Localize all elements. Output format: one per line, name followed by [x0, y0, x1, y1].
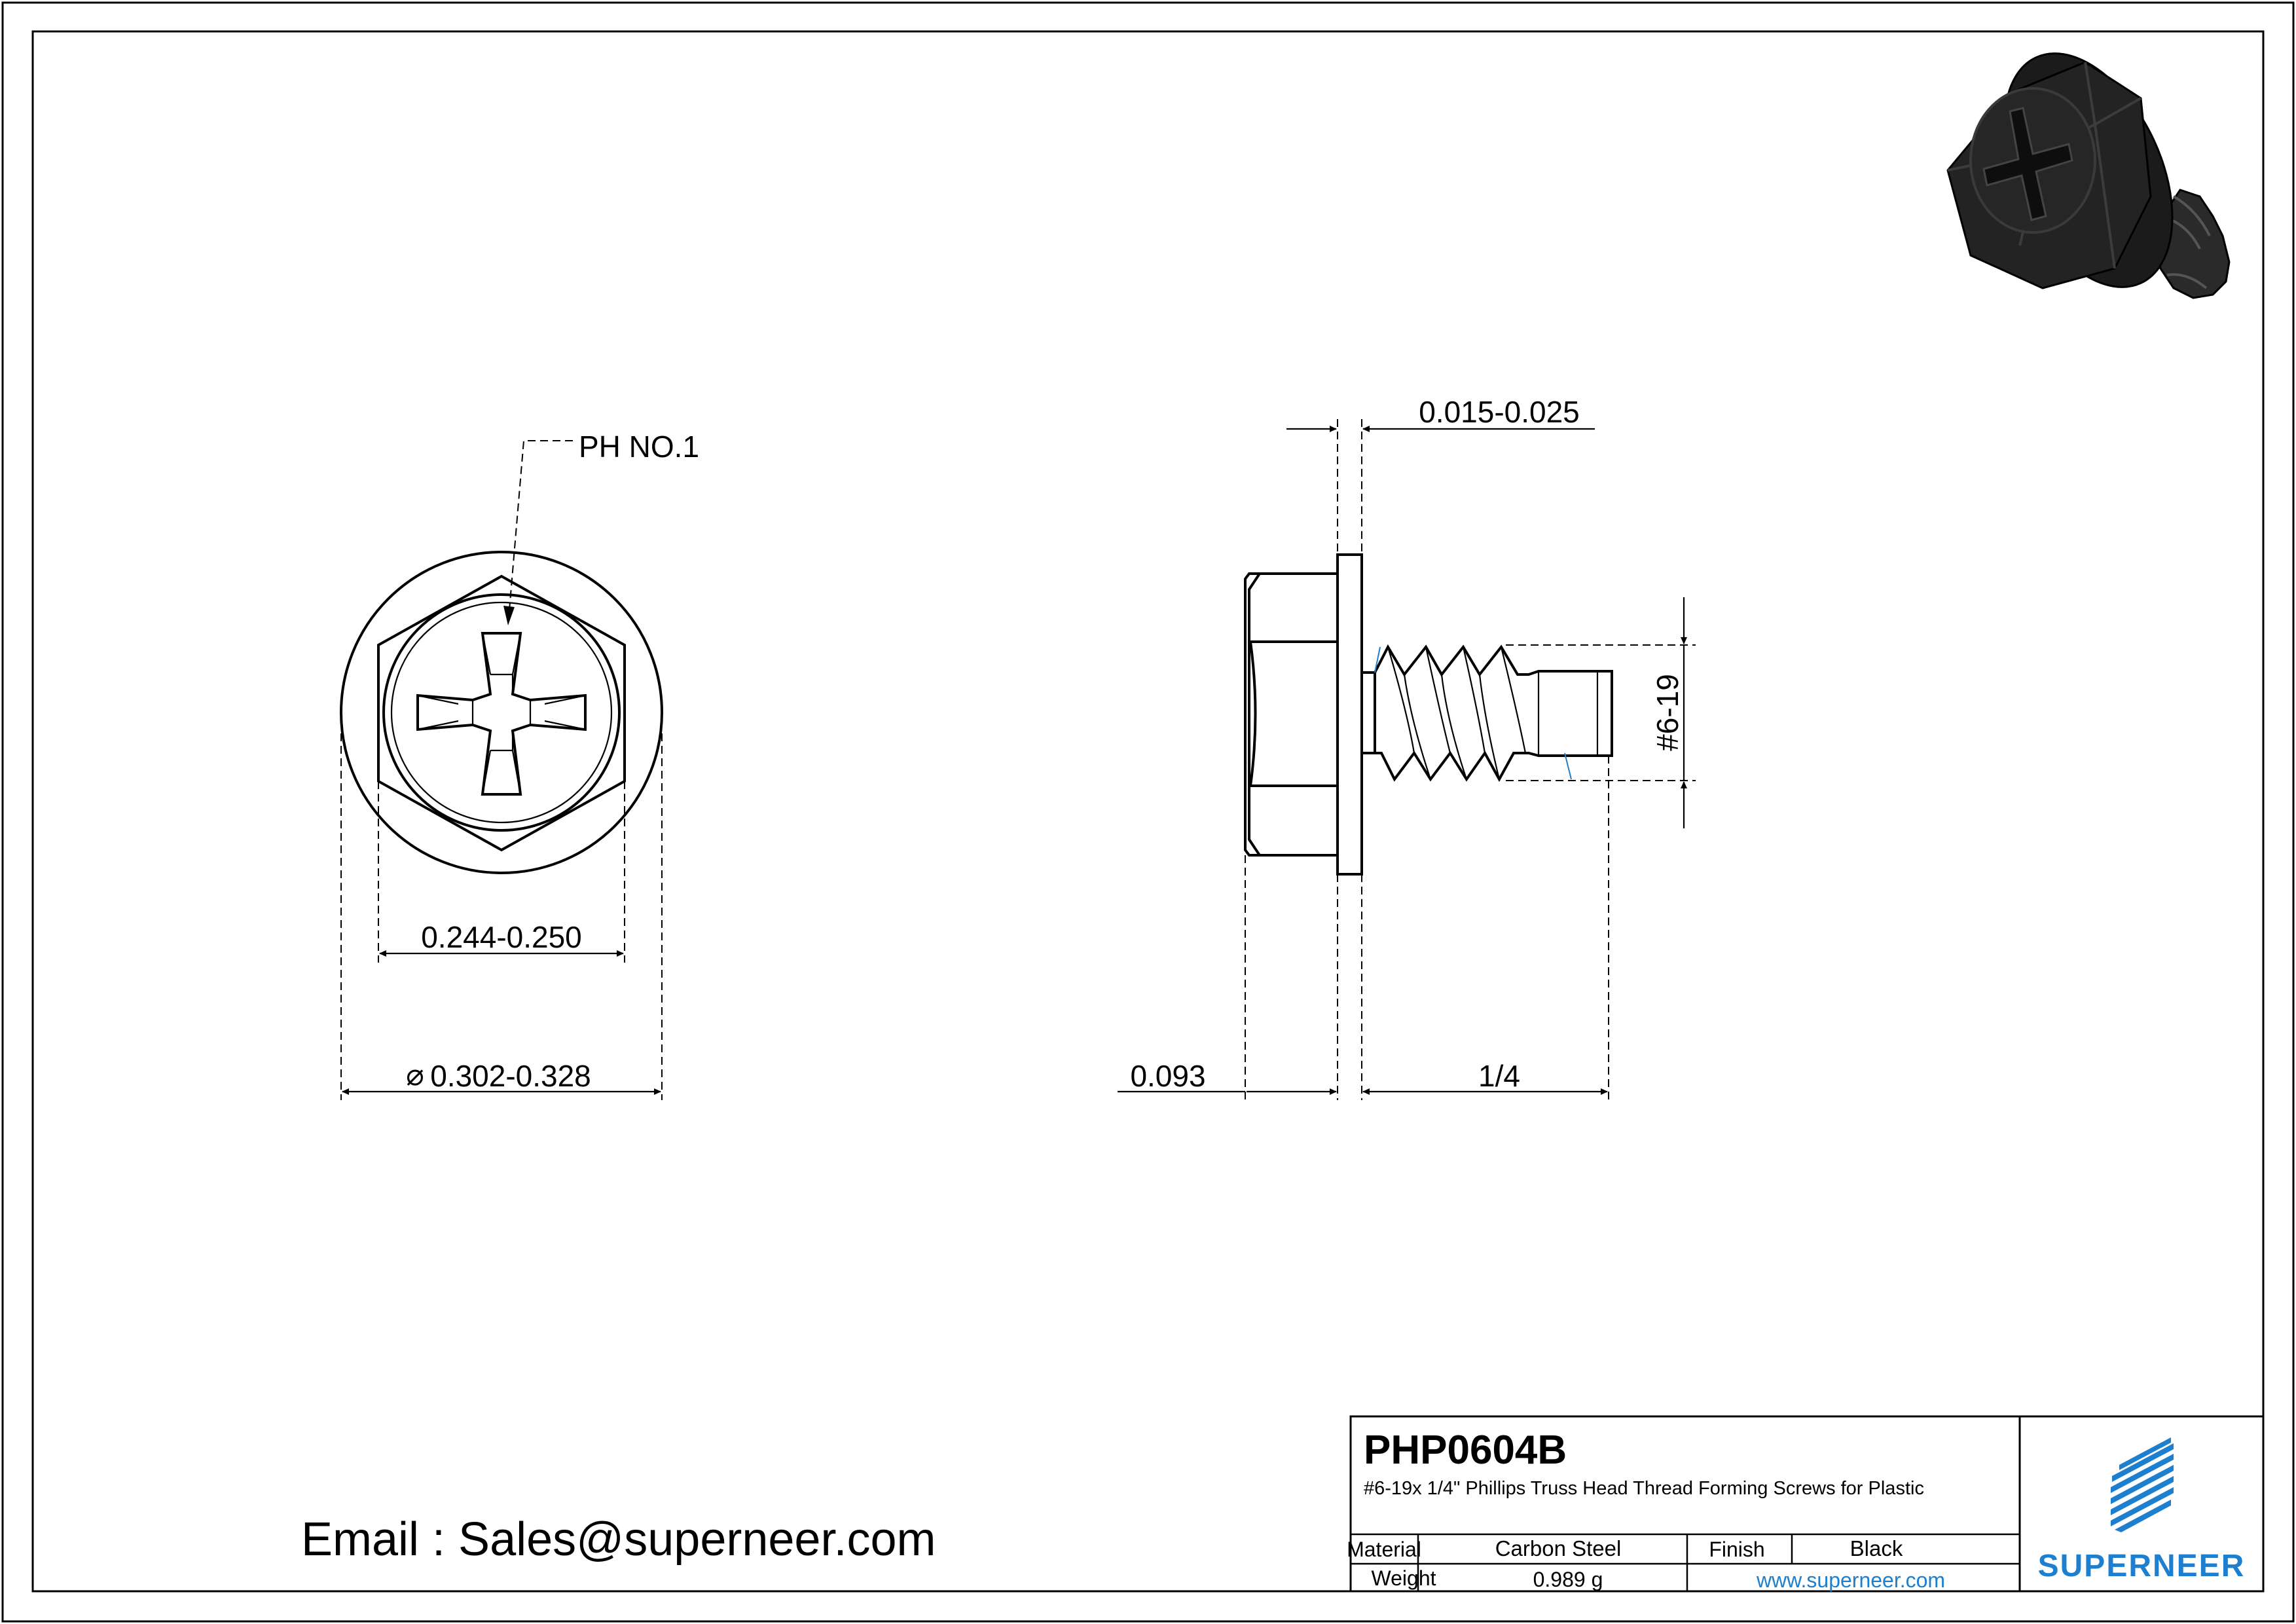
thread-profile	[1375, 647, 1612, 779]
phillips-recess-inner	[418, 633, 585, 794]
shank-outline	[1362, 673, 1375, 753]
recess-circle-inner	[392, 602, 611, 822]
dim-head-height: 0.093	[1130, 1059, 1206, 1093]
dim-flange-diameter: 0.302-0.328	[430, 1059, 591, 1093]
title-block	[1347, 1416, 2263, 1592]
side-view	[1118, 395, 1696, 1100]
front-view	[341, 430, 699, 1100]
material-value: Carbon Steel	[1495, 1536, 1622, 1560]
part-number: PHP0604B	[1364, 1428, 1567, 1473]
finish-value: Black	[1850, 1536, 1903, 1560]
superneer-logo-icon	[2111, 1437, 2174, 1532]
inner-frame	[33, 31, 2263, 1591]
finish-label: Finish	[1709, 1538, 1765, 1561]
weight-value: 0.989 g	[1533, 1568, 1603, 1591]
dim-flange-thickness: 0.015-0.025	[1419, 395, 1580, 429]
hex-head-side	[1245, 574, 1338, 855]
diameter-symbol-icon: ⌀	[406, 1058, 424, 1092]
contact-email: Email : Sales@superneer.com	[301, 1513, 936, 1566]
dim-hex-width: 0.244-0.250	[421, 920, 582, 954]
hex-head-flats	[1249, 642, 1338, 786]
website-link[interactable]: www.superneer.com	[1756, 1568, 1946, 1592]
flange-side	[1338, 555, 1362, 874]
phillips-recess	[418, 633, 585, 794]
dim-length: 1/4	[1478, 1059, 1520, 1093]
screw-3d-render-icon	[1948, 27, 2229, 313]
outer-frame	[3, 3, 2293, 1621]
brand-name: SUPERNEER	[2037, 1549, 2246, 1583]
material-label: Material	[1347, 1538, 1421, 1561]
part-description: #6-19x 1/4" Phillips Truss Head Thread Forming Screws for Plastic	[1364, 1478, 1924, 1499]
weight-label: Weight	[1371, 1566, 1436, 1590]
flange-outline	[341, 552, 662, 873]
drive-callout-arrow	[503, 606, 515, 625]
hex-outline	[378, 576, 625, 850]
dim-thread-size: #6-19	[1650, 674, 1685, 751]
drive-callout-label: PH NO.1	[579, 430, 700, 464]
